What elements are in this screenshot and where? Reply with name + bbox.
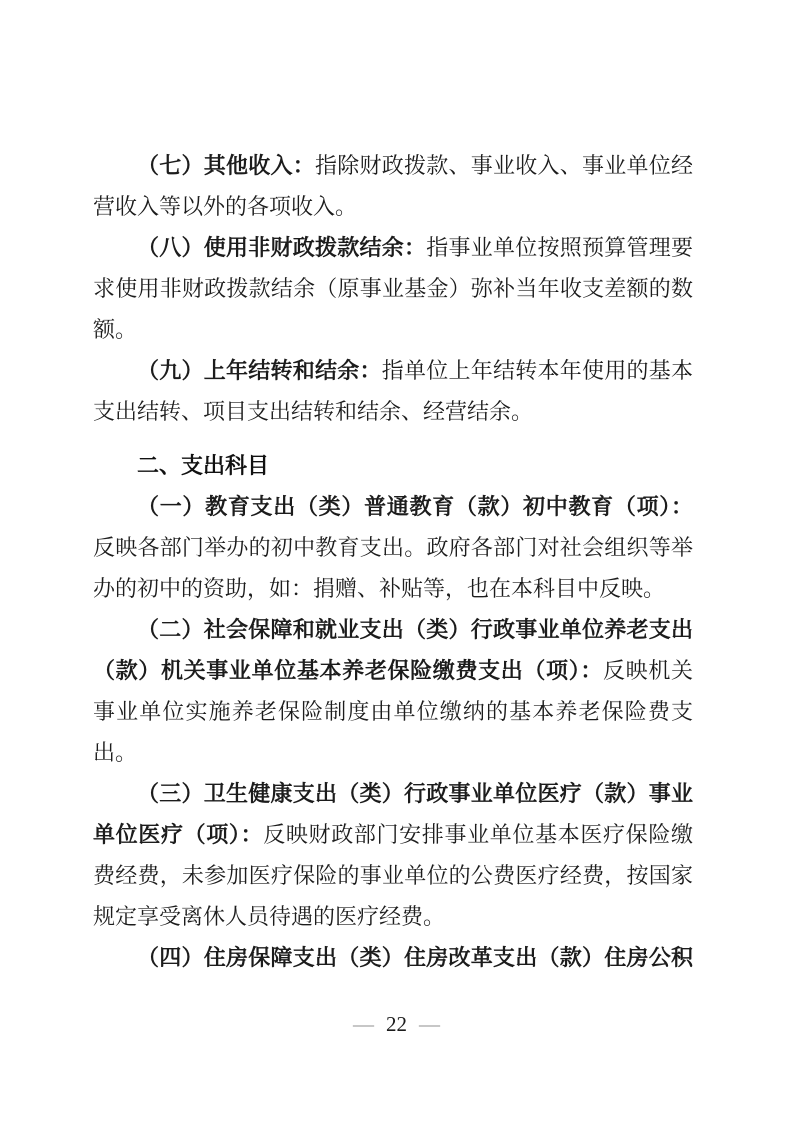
paragraph-other-income — [93, 145, 693, 227]
paragraph-housing-expenditure — [93, 937, 693, 978]
paragraph-health-expenditure-lead: （三）卫生健康支出（类）行政事业单位医疗（款）事业单位医疗（项）： — [93, 781, 693, 847]
paragraph-social-security-expenditure-body: 反映机关事业单位实施养老保险制度由单位缴纳的基本养老保险费支出。 — [93, 658, 693, 765]
page-footer — [0, 1008, 793, 1040]
paragraph-education-expenditure-lead: （一）教育支出（类）普通教育（款）初中教育（项）： — [137, 494, 693, 519]
footer-dash-left: — — [353, 1012, 374, 1036]
paragraph-social-security-expenditure-lead: （二）社会保障和就业支出（类）行政事业单位养老支出（款）机关事业单位基本养老保险缴费支出（项）： — [93, 617, 693, 683]
paragraph-non-fiscal-surplus-body: 指事业单位按照预算管理要求使用非财政拨款结余（原事业基金）弥补当年收支差额的数额。 — [93, 235, 693, 342]
paragraph-housing-expenditure-lead: （四）住房保障支出（类）住房改革支出（款）住房公积 — [137, 945, 693, 970]
paragraph-other-income-lead: （七）其他收入： — [137, 153, 315, 178]
section-heading-expenditure-subjects: 二、支出科目 — [137, 453, 270, 478]
paragraph-prior-year-carryover-lead: （九）上年结转和结余： — [137, 358, 382, 383]
paragraph-non-fiscal-surplus-lead: （八）使用非财政拨款结余： — [137, 235, 427, 260]
paragraph-other-income-body: 指除财政拨款、事业收入、事业单位经营收入等以外的各项收入。 — [93, 153, 693, 219]
paragraph-health-expenditure-body: 反映财政部门安排事业单位基本医疗保险缴费经费，未参加医疗保险的事业单位的公费医疗经费，按国家规定享受离休人员待遇的医疗经费。 — [93, 822, 693, 929]
paragraph-prior-year-carryover — [93, 350, 693, 432]
page-number: 22 — [386, 1012, 407, 1036]
paragraph-education-expenditure — [93, 486, 693, 609]
paragraph-social-security-expenditure — [93, 609, 693, 773]
paragraph-non-fiscal-surplus — [93, 227, 693, 350]
paragraph-education-expenditure-body: 反映各部门举办的初中教育支出。政府各部门对社会组织等举办的初中的资助，如：捐赠、补贴等，也在本科目中反映。 — [93, 535, 693, 601]
footer-dash-right: — — [419, 1012, 440, 1036]
paragraph-health-expenditure — [93, 773, 693, 937]
paragraph-prior-year-carryover-body: 指单位上年结转本年使用的基本支出结转、项目支出结转和结余、经营结余。 — [93, 358, 693, 424]
document-content — [93, 145, 693, 978]
